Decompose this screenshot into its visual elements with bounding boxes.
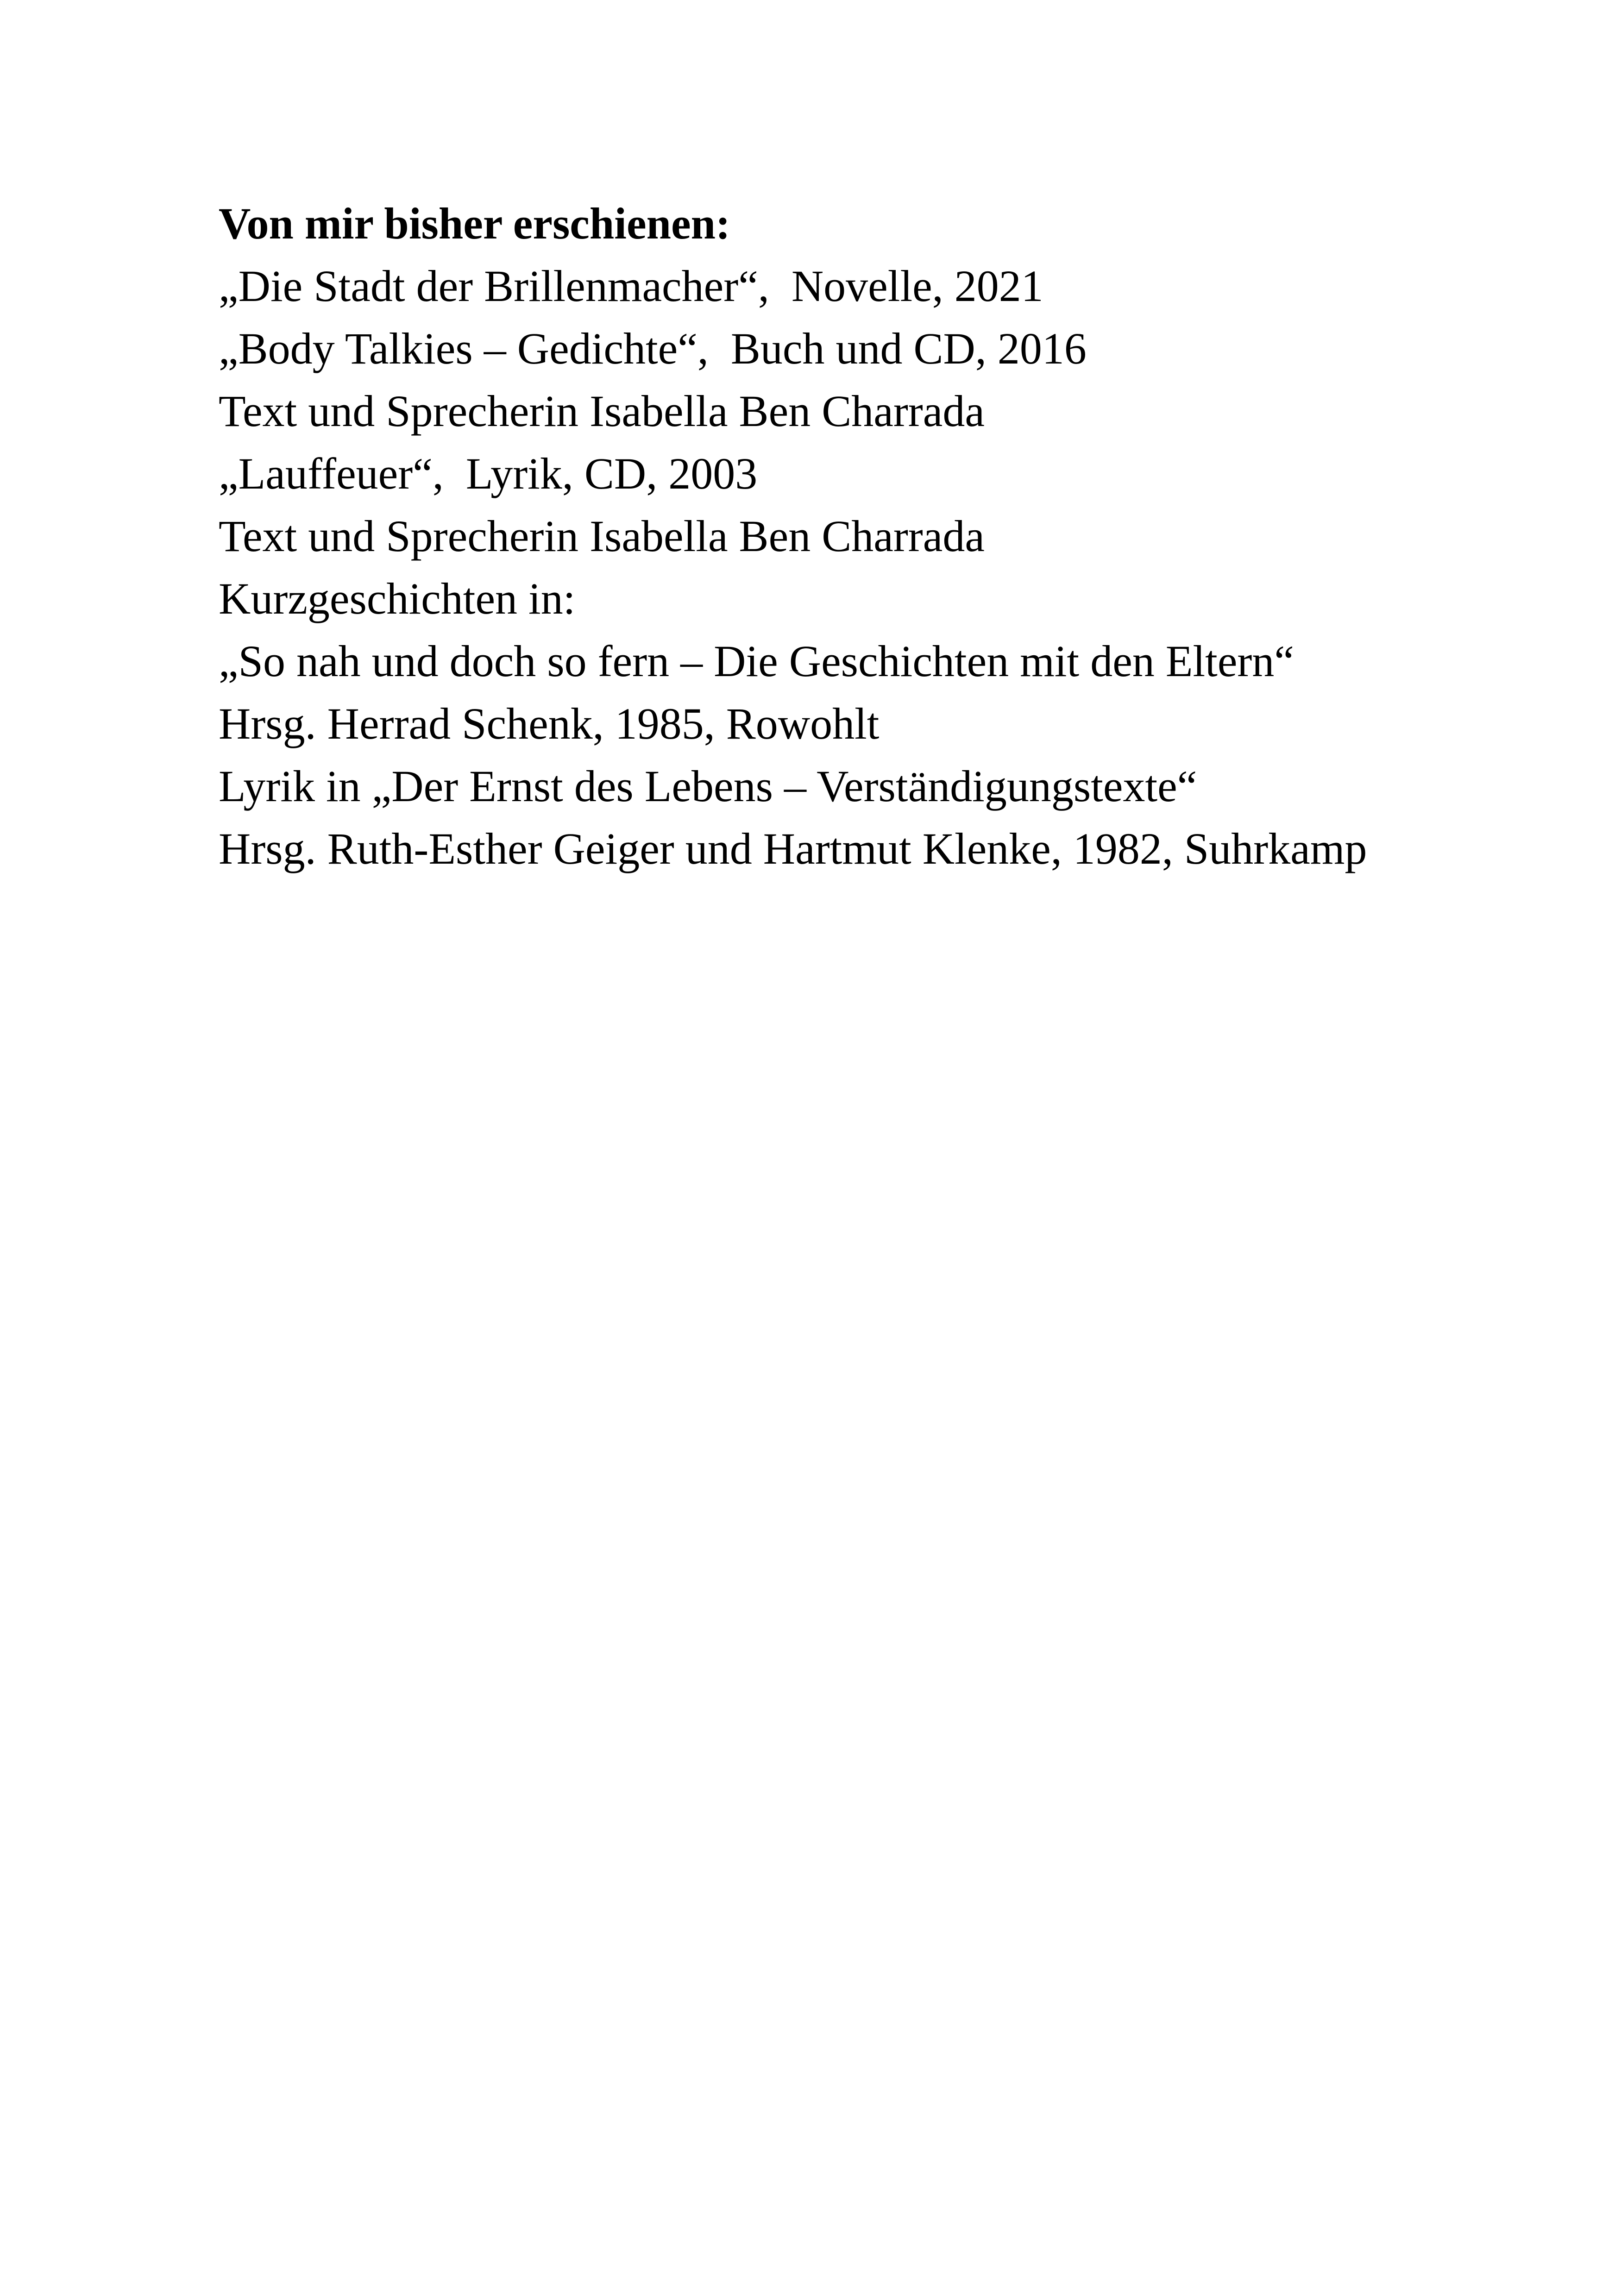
text-line: „Body Talkies – Gedichte“, Buch und CD, 2016 — [219, 324, 1087, 373]
text-line: Hrsg. Ruth-Esther Geiger und Hartmut Klenke, 1982, Suhrkamp — [219, 824, 1367, 873]
text-line: Hrsg. Herrad Schenk, 1985, Rowohlt — [219, 699, 880, 748]
text-line: „So nah und doch so fern – Die Geschichten mit den Eltern“ — [219, 636, 1294, 686]
text-line: „Lauffeuer“, Lyrik, CD, 2003 — [219, 449, 758, 498]
document-heading: Von mir bisher erschienen: — [219, 199, 730, 248]
text-line: Lyrik in „Der Ernst des Lebens – Verständigungstexte“ — [219, 761, 1197, 811]
text-line: „Die Stadt der Brillenmacher“, Novelle, 2021 — [219, 261, 1043, 311]
text-line: Text und Sprecherin Isabella Ben Charrada — [219, 511, 985, 561]
publication-list — [219, 192, 1469, 880]
text-line: Kurzgeschichten in: — [219, 574, 576, 623]
text-line: Text und Sprecherin Isabella Ben Charrada — [219, 386, 985, 436]
